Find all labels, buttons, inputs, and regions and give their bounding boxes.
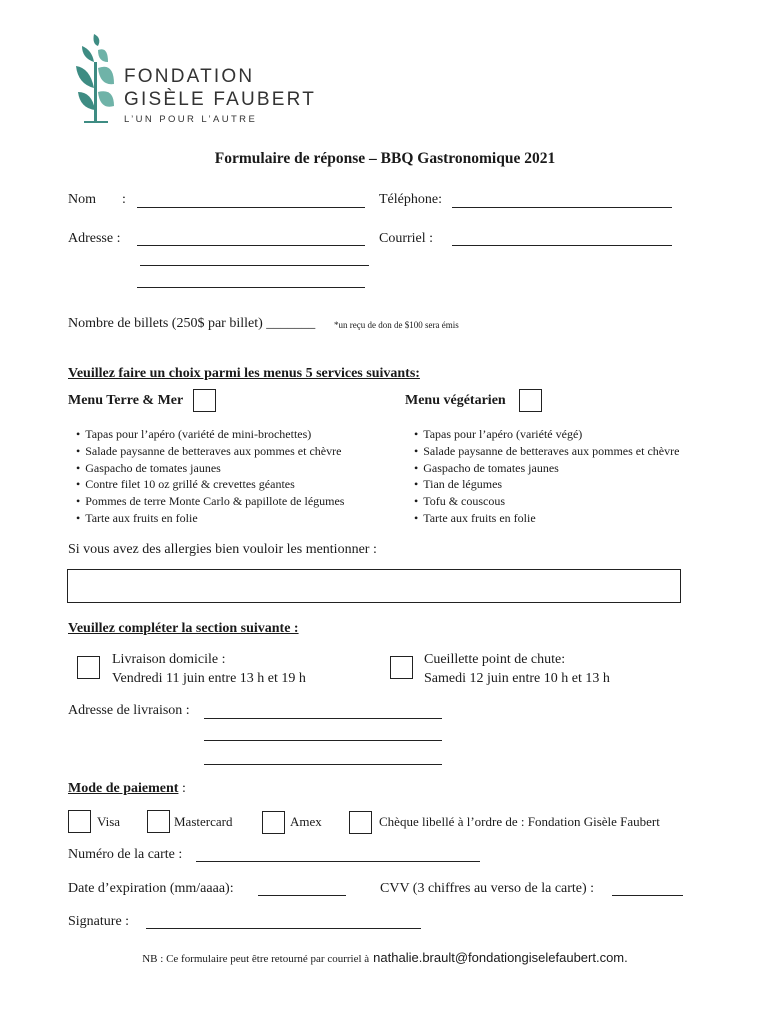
list-item: • Gaspacho de tomates jaunes [414,460,679,477]
tree-leaf-icon [72,32,122,126]
logo-tagline: L’UN POUR L’AUTRE [124,114,258,125]
pickup-line1: Cueillette point de chute: [424,652,566,667]
email-label: Courriel : [379,231,434,246]
allergies-input[interactable] [67,569,681,603]
list-item: • Tarte aux fruits en folie [414,510,679,527]
menu-veg-list [414,426,679,527]
tickets-label: Nombre de billets (250$ par billet) _______ [68,316,316,331]
logo-line1: FONDATION [124,66,255,87]
footer-email[interactable]: nathalie.brault@fondationgiselefaubert.com. [373,950,628,965]
signature-label: Signature : [68,914,130,929]
menu-meat-title: Menu Terre & Mer [68,393,184,408]
logo-line2: GISÈLE FAUBERT [124,89,317,110]
payment-heading-colon: : [181,781,186,796]
address-field-3[interactable] [137,287,365,288]
list-item: • Salade paysanne de betteraves aux pommes et chèvre [76,443,344,460]
address-field-2[interactable] [140,265,369,266]
pickup-checkbox[interactable] [390,656,413,679]
delivery-home-line1: Livraison domicile : [112,652,226,667]
payment-heading: Mode de paiement [68,781,179,796]
delivery-address-field-1[interactable] [204,718,442,719]
name-colon: : [122,192,126,207]
list-item: • Tian de légumes [414,476,679,493]
menu-meat-list [76,426,344,527]
menu-veg-checkbox[interactable] [519,389,542,412]
pickup-line2: Samedi 12 juin entre 10 h et 13 h [424,671,610,686]
delivery-heading: Veuillez compléter la section suivante : [68,621,299,636]
name-label: Nom [68,192,96,207]
phone-field[interactable] [452,207,672,208]
list-item: • Tapas pour l’apéro (variété végé) [414,426,679,443]
mastercard-checkbox[interactable] [147,810,170,833]
address-label: Adresse : [68,231,121,246]
cheque-checkbox[interactable] [349,811,372,834]
cvv-field[interactable] [612,895,683,896]
card-number-label: Numéro de la carte : [68,847,183,862]
delivery-address-field-2[interactable] [204,740,442,741]
delivery-home-checkbox[interactable] [77,656,100,679]
list-item: • Tarte aux fruits en folie [76,510,344,527]
list-item: • Contre filet 10 oz grillé & crevettes géantes [76,476,344,493]
list-item: • Tofu & couscous [414,493,679,510]
footer-note-row [0,949,770,967]
mastercard-label: Mastercard [174,814,233,829]
amex-label: Amex [290,814,322,829]
payment-heading-row [68,781,186,797]
card-number-field[interactable] [196,861,480,862]
cheque-label: Chèque libellé à l’ordre de : Fondation Gisèle Faubert [379,814,660,829]
allergies-label: Si vous avez des allergies bien vouloir les mentionner : [68,542,377,557]
delivery-address-label: Adresse de livraison : [68,703,190,718]
list-item: • Gaspacho de tomates jaunes [76,460,344,477]
menus-heading: Veuillez faire un choix parmi les menus 5 services suivants: [68,366,420,381]
menu-meat-checkbox[interactable] [193,389,216,412]
expiry-field[interactable] [258,895,346,896]
address-field-1[interactable] [137,245,365,246]
logo [70,32,330,127]
delivery-address-field-3[interactable] [204,764,442,765]
name-field[interactable] [137,207,365,208]
list-item: • Tapas pour l’apéro (variété de mini-brochettes) [76,426,344,443]
list-item: • Salade paysanne de betteraves aux pommes et chèvre [414,443,679,460]
menu-veg-title: Menu végétarien [405,393,506,408]
footer-note: NB : Ce formulaire peut être retourné par courriel à [142,953,370,965]
phone-label: Téléphone: [379,192,442,207]
amex-checkbox[interactable] [262,811,285,834]
visa-checkbox[interactable] [68,810,91,833]
tickets-note: *un reçu de don de $100 sera émis [334,320,459,330]
delivery-home-line2: Vendredi 11 juin entre 13 h et 19 h [112,671,306,686]
email-field[interactable] [452,245,672,246]
cvv-label: CVV (3 chiffres au verso de la carte) : [380,881,595,896]
visa-label: Visa [97,814,121,829]
expiry-label: Date d’expiration (mm/aaaa): [68,881,234,896]
list-item: • Pommes de terre Monte Carlo & papillote de légumes [76,493,344,510]
signature-field[interactable] [146,928,421,929]
form-title: Formulaire de réponse – BBQ Gastronomique 2021 [214,150,556,167]
